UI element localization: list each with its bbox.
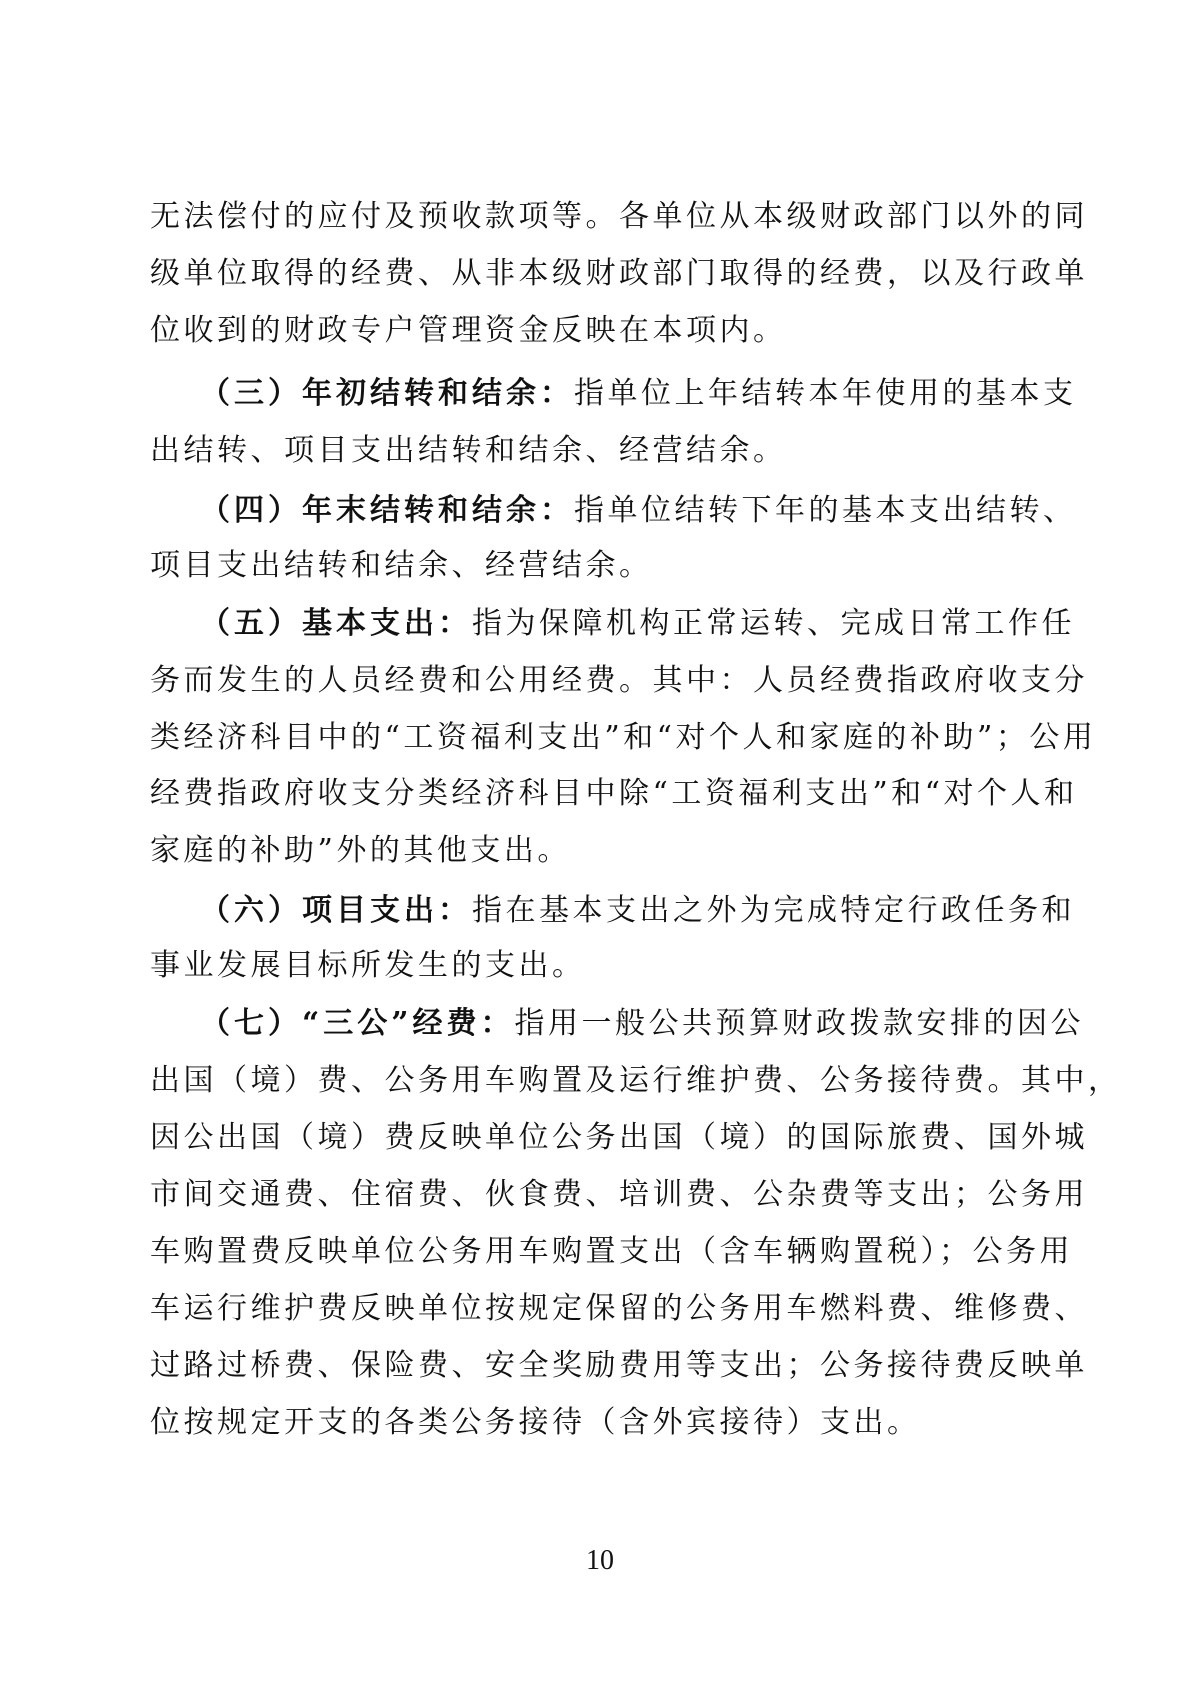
section-heading: （四）年末结转和结余：: [200, 493, 574, 528]
body-line: [150, 1061, 1122, 1101]
line-text: 指为保障机构正常运转、完成日常工作任: [472, 606, 1075, 641]
body-line: [150, 718, 1097, 758]
body-line: [150, 1403, 1070, 1443]
section-heading: （七）“三公”经费：: [200, 1006, 515, 1041]
line-text: 出结转、项目支出结转和结余、经营结余。: [150, 433, 787, 468]
line-text: 车运行维护费反映单位按规定保留的公务用车燃料费、维修费、: [150, 1291, 1088, 1326]
section-five-line: [200, 604, 1075, 644]
body-line: [150, 1175, 1088, 1215]
line-text: 位收到的财政专户管理资金反映在本项内。: [150, 313, 787, 348]
line-text: 类经济科目中的“工资福利支出”和“对个人和家庭的补助”；公用: [150, 720, 1097, 755]
body-line: [150, 831, 1070, 871]
section-heading: （五）基本支出：: [200, 606, 472, 641]
line-text: 出国（境）费、公务用车购置及运行维护费、公务接待费。其中，: [150, 1063, 1122, 1098]
body-line: [150, 254, 1088, 294]
section-six-line: [200, 891, 1075, 931]
section-three-line: [200, 374, 1077, 414]
body-line: [150, 1232, 1073, 1272]
line-text: 指单位上年结转本年使用的基本支: [574, 376, 1077, 411]
line-text: 因公出国（境）费反映单位公务出国（境）的国际旅费、国外城: [150, 1120, 1088, 1155]
line-text: 指单位结转下年的基本支出结转、: [574, 493, 1077, 528]
body-line: [150, 197, 1088, 237]
body-line: [150, 1289, 1088, 1329]
line-text: 家庭的补助”外的其他支出。: [150, 833, 571, 868]
line-text: 位按规定开支的各类公务接待（含外宾接待）支出。: [150, 1405, 921, 1440]
line-text: 项目支出结转和结余、经营结余。: [150, 548, 653, 583]
line-text: 过路过桥费、保险费、安全奖励费用等支出；公务接待费反映单: [150, 1348, 1088, 1383]
body-line: [150, 546, 1070, 586]
line-text: 事业发展目标所发生的支出。: [150, 948, 586, 983]
body-line: [150, 311, 1070, 351]
line-text: 务而发生的人员经费和公用经费。其中：人员经费指政府收支分: [150, 663, 1088, 698]
line-text: 经费指政府收支分类经济科目中除“工资福利支出”和“对个人和: [150, 776, 1078, 811]
line-text: 车购置费反映单位公务用车购置支出（含车辆购置税）；公务用: [150, 1234, 1073, 1269]
page-number: 10: [586, 1545, 614, 1576]
section-heading: （六）项目支出：: [200, 893, 472, 928]
body-line: [150, 1346, 1088, 1386]
line-text: 指在基本支出之外为完成特定行政任务和: [472, 893, 1075, 928]
body-line: [150, 1118, 1088, 1158]
line-text: 级单位取得的经费、从非本级财政部门取得的经费，以及行政单: [150, 256, 1088, 291]
body-line: [150, 946, 1070, 986]
section-heading: （三）年初结转和结余：: [200, 376, 574, 411]
line-text: 无法偿付的应付及预收款项等。各单位从本级财政部门以外的同: [150, 199, 1088, 234]
body-line: [150, 661, 1088, 701]
line-text: 市间交通费、住宿费、伙食费、培训费、公杂费等支出；公务用: [150, 1177, 1088, 1212]
section-seven-line: [200, 1004, 1085, 1044]
line-text: 指用一般公共预算财政拨款安排的因公: [514, 1006, 1085, 1041]
section-four-line: [200, 491, 1077, 531]
body-line: [150, 774, 1078, 814]
body-line: [150, 431, 1070, 471]
